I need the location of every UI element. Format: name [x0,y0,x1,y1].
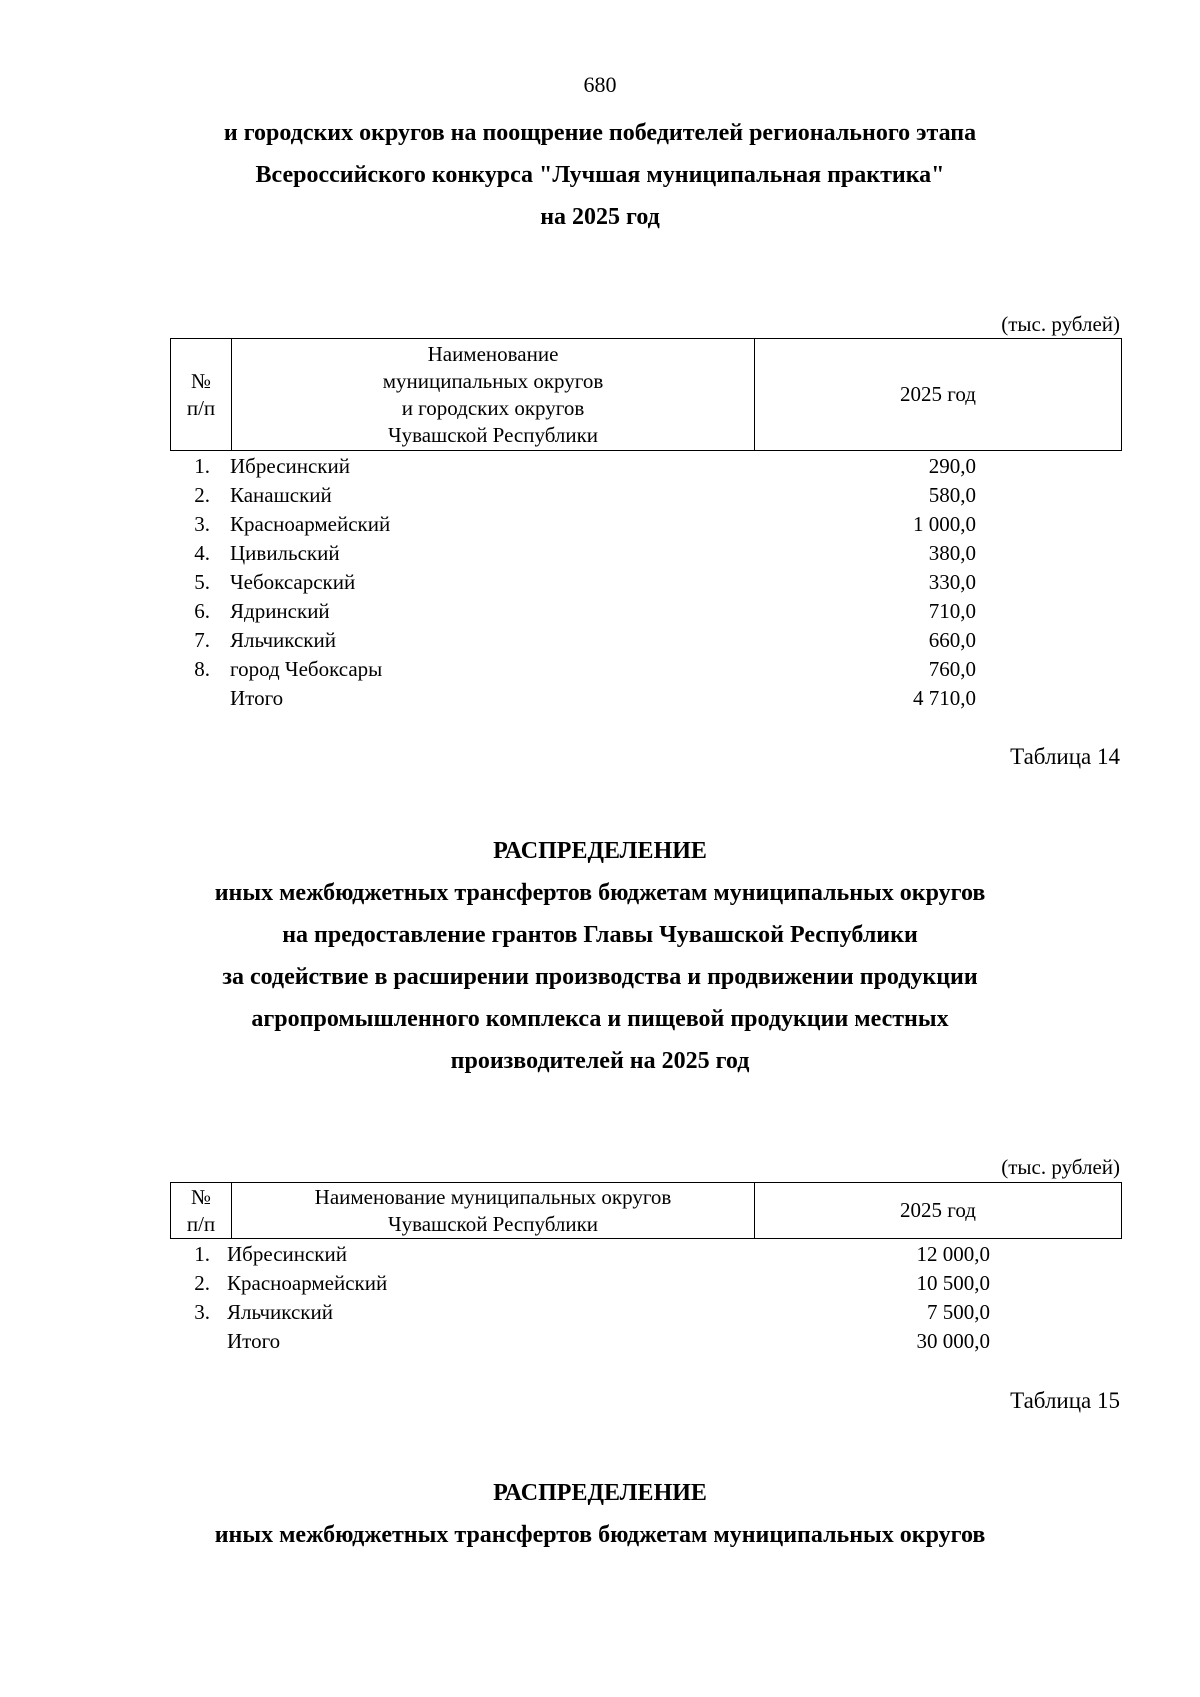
header-num-cell [171,339,232,451]
units-note: (тыс. рублей) [1001,312,1120,336]
header-num-cell [171,1183,232,1239]
heading-line: Всероссийского конкурса "Лучшая муниципальная практика" [255,162,945,188]
units-note: (тыс. рублей) [1001,1155,1120,1179]
row-name: Итого [230,686,284,710]
row-name: Ибресинский [227,1242,347,1266]
row-num: 4. [194,541,210,565]
row-num: 7. [194,628,210,652]
table1-header [170,338,1122,451]
table-row [170,539,1122,568]
section3-heading [0,1472,1200,1556]
header-year-cell [755,339,1122,451]
row-value: 10 500,0 [916,1271,990,1295]
row-name: Ядринский [230,599,330,623]
heading-line: на 2025 год [540,204,660,230]
row-num: 8. [194,657,210,681]
row-value: 710,0 [928,599,976,623]
row-value: 330,0 [928,570,976,594]
header-name-line: муниципальных округов [382,368,604,393]
row-num: 5. [194,570,210,594]
row-value: 580,0 [928,483,976,507]
row-name: Яльчикский [230,628,336,652]
header-name-line: Наименование муниципальных округов [314,1184,672,1209]
heading-line: и городских округов на поощрение победителей регионального этапа [223,120,977,146]
table-row-total [170,684,1122,713]
header-name-cell [232,339,755,451]
row-num: 2. [194,1271,210,1295]
row-value: 1 000,0 [913,512,976,536]
page-number: 680 [583,72,617,97]
row-value: 290,0 [928,454,976,478]
table-row [170,626,1122,655]
row-name: Ибресинский [230,454,350,478]
row-value: 30 000,0 [916,1329,990,1353]
table-row-total [170,1327,1122,1356]
table1-body [170,452,1122,713]
header-name-line: Чувашской Республики [387,422,599,447]
row-value: 4 710,0 [913,686,976,710]
row-name: Яльчикский [227,1300,333,1324]
table-label-15: Таблица 15 [1010,1388,1120,1413]
row-name: город Чебоксары [230,657,383,681]
heading-line: РАСПРЕДЕЛЕНИЕ [493,838,707,864]
row-num: 1. [194,1242,210,1266]
heading-line: на предоставление грантов Главы Чувашской Республики [282,922,918,948]
row-num: 2. [194,483,210,507]
table-row [170,1269,1122,1298]
row-num: 1. [194,454,210,478]
table-row [170,1240,1122,1269]
heading-line: иных межбюджетных трансфертов бюджетам муниципальных округов [214,880,986,906]
row-name: Итого [227,1329,281,1353]
row-name: Красноармейский [230,512,391,536]
heading-line: производителей на 2025 год [450,1048,750,1074]
row-name: Канашский [230,483,332,507]
heading-line: иных межбюджетных трансфертов бюджетам муниципальных округов [214,1522,986,1548]
row-num: 3. [194,1300,210,1324]
row-value: 660,0 [928,628,976,652]
header-year-cell [755,1183,1122,1239]
table-label-14: Таблица 14 [1010,744,1120,769]
header-num: № [190,368,212,393]
row-name: Чебоксарский [230,570,356,594]
table2-header [170,1182,1122,1239]
row-value: 760,0 [928,657,976,681]
header-year: 2025 год [900,1198,976,1222]
row-value: 12 000,0 [916,1242,990,1266]
row-num: 6. [194,599,210,623]
table-row [170,568,1122,597]
row-name: Цивильский [230,541,340,565]
section2-heading [0,830,1200,1082]
heading-line: РАСПРЕДЕЛЕНИЕ [493,1480,707,1506]
header-num: № [190,1184,212,1209]
row-value: 380,0 [928,541,976,565]
heading-line: агропромышленного комплекса и пищевой продукции местных [251,1006,949,1032]
table-row [170,510,1122,539]
table-row [170,452,1122,481]
header-num-sub: п/п [186,395,216,420]
heading-line: за содействие в расширении производства и продвижении продукции [222,964,978,990]
header-name-line: Чувашской Республики [387,1211,599,1236]
table2-body [170,1240,1122,1356]
table-row [170,481,1122,510]
header-year: 2025 год [900,382,976,406]
section1-heading [0,112,1200,238]
row-value: 7 500,0 [927,1300,990,1324]
header-name-cell [232,1183,755,1239]
row-num: 3. [194,512,210,536]
table-row [170,597,1122,626]
header-name-line: Наименование [427,341,559,366]
table-row [170,655,1122,684]
table-row [170,1298,1122,1327]
header-num-sub: п/п [186,1211,216,1236]
header-name-line: и городских округов [401,395,585,420]
row-name: Красноармейский [227,1271,388,1295]
